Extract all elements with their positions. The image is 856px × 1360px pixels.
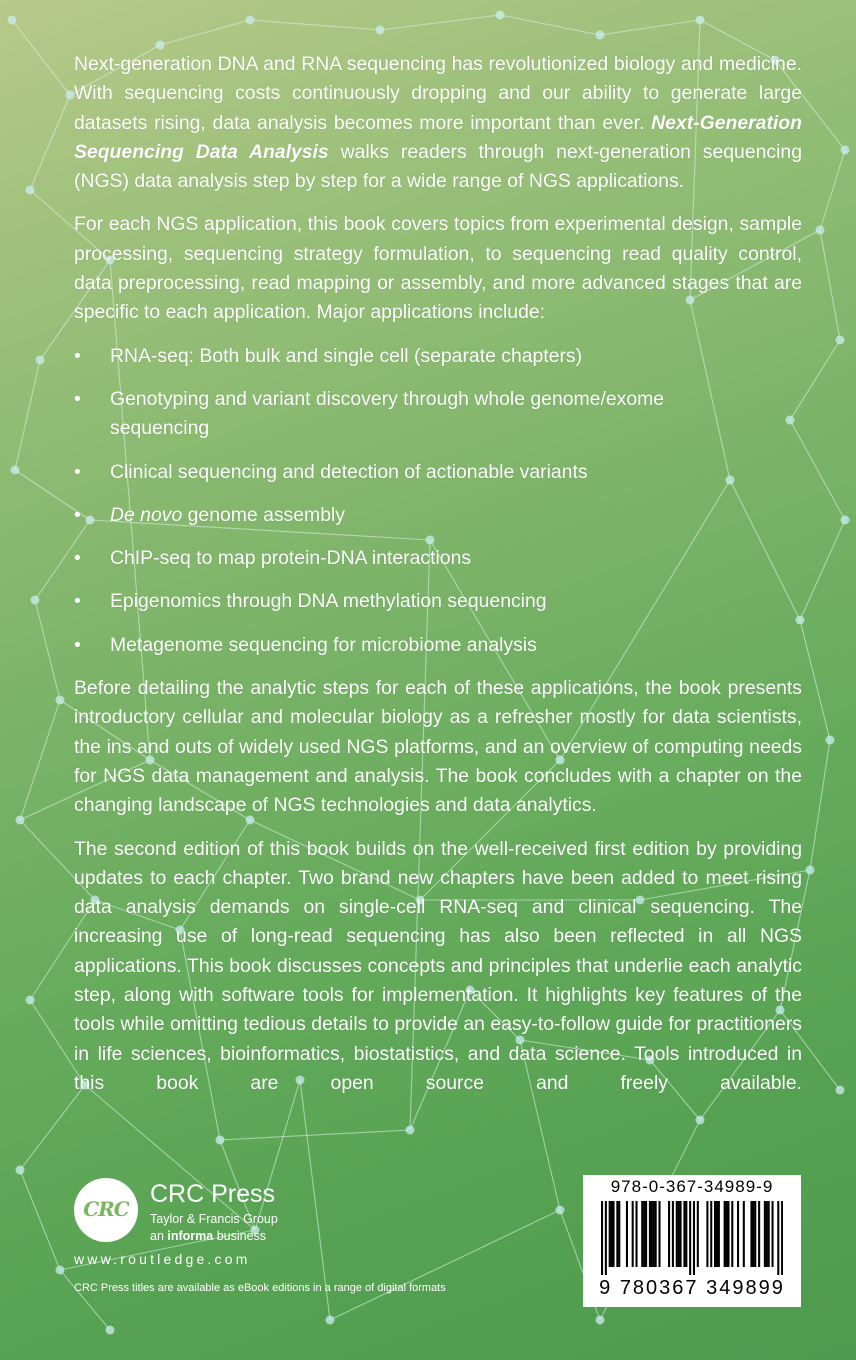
barcode-bar: [611, 1201, 613, 1267]
barcode-bar: [649, 1201, 651, 1267]
intro-text-part2: walks readers through next-generation sequencing (NGS) data analysis step by step for a wide range of NGS applications.: [74, 140, 802, 193]
network-line: [250, 20, 380, 30]
network-line: [12, 20, 70, 95]
network-node: [106, 1326, 115, 1335]
network-line: [800, 620, 830, 740]
network-line: [820, 230, 840, 340]
network-line: [20, 700, 60, 820]
publisher-group: Taylor & Francis Group: [150, 1212, 278, 1226]
network-node: [26, 996, 35, 1005]
barcode-bar: [626, 1201, 628, 1267]
barcode-bar: [653, 1201, 655, 1267]
network-node: [56, 1266, 65, 1275]
barcode-bar: [676, 1201, 678, 1267]
network-node: [56, 696, 65, 705]
network-node: [836, 336, 845, 345]
barcode-bar: [706, 1201, 708, 1267]
bullet-icon: •: [74, 503, 81, 526]
network-node: [246, 16, 255, 25]
list-item: • Clinical sequencing and detection of actionable variants: [74, 458, 710, 487]
barcode-bar: [766, 1201, 768, 1267]
publisher-block: [74, 1178, 494, 1298]
network-node: [16, 1166, 25, 1175]
ean-digits: 9 780367 349899: [599, 1277, 785, 1299]
barcode-bar: [643, 1201, 645, 1267]
bullet-icon: •: [74, 547, 81, 570]
barcode-bar: [632, 1201, 634, 1267]
barcode-bar: [655, 1201, 657, 1267]
network-node: [816, 226, 825, 235]
list-item: • Metagenome sequencing for microbiome analysis: [74, 631, 710, 660]
barcode-bar: [752, 1201, 754, 1267]
network-node: [841, 516, 850, 525]
coverage-paragraph: For each NGS application, this book covers topics from experimental design, sample processing, sequencing strategy formulation, to sequencing read quality control, data preprocessing, read mapping or assembly, and more advanced stages that are specific to each application. Major applications include:: [74, 213, 802, 324]
barcode-bar: [609, 1201, 611, 1267]
barcode-bar: [716, 1201, 718, 1267]
network-node: [841, 146, 850, 155]
barcode-bar: [678, 1201, 680, 1267]
barcode-bar: [693, 1201, 695, 1275]
list-item: • RNA-seq: Both bulk and single cell (separate chapters): [74, 342, 710, 371]
bullet-icon: •: [74, 387, 81, 410]
network-node: [11, 466, 20, 475]
network-node: [836, 1086, 845, 1095]
network-node: [16, 816, 25, 825]
barcode-bar: [724, 1201, 726, 1267]
barcode-bar: [726, 1201, 728, 1267]
network-node: [596, 31, 605, 40]
barcode-bar: [605, 1201, 607, 1275]
network-node: [696, 16, 705, 25]
network-node: [596, 1316, 605, 1325]
network-node: [806, 866, 815, 875]
barcode-bar: [680, 1201, 682, 1267]
bullet-icon: •: [74, 633, 81, 656]
network-line: [160, 20, 250, 45]
barcode-bar: [754, 1201, 756, 1267]
barcode-bar: [685, 1201, 687, 1267]
network-node: [36, 356, 45, 365]
network-node: [216, 1136, 225, 1145]
network-line: [220, 1130, 410, 1140]
applications-list: [74, 342, 802, 660]
isbn-barcode: [583, 1175, 801, 1307]
network-line: [600, 20, 700, 35]
network-line: [800, 520, 845, 620]
barcode-bar: [710, 1201, 712, 1267]
network-line: [30, 95, 70, 190]
book-title-inline: Next-Generation Sequencing Data Analysis: [74, 111, 802, 163]
network-line: [380, 15, 500, 30]
network-node: [376, 26, 385, 35]
network-line: [500, 15, 600, 35]
publisher-informa: an informa business: [150, 1229, 267, 1243]
barcode-bar: [612, 1201, 614, 1267]
barcode-bar: [727, 1201, 729, 1267]
intro-text-part1: Next-generation DNA and RNA sequencing has revolutionized biology and medicine. With sequencing costs continuously dropping and our ability to generate large datasets rising, data analysis becomes more important than ever.: [74, 53, 802, 134]
network-node: [496, 11, 505, 20]
barcode-bar: [697, 1201, 699, 1267]
network-line: [20, 1170, 60, 1270]
barcode-bar: [718, 1201, 720, 1267]
network-node: [556, 1206, 565, 1215]
network-node: [326, 1316, 335, 1325]
barcode-bar: [750, 1201, 752, 1267]
list-item: • Epigenomics through DNA methylation sequencing: [74, 587, 710, 616]
network-line: [810, 740, 830, 870]
list-item: • ChIP-seq to map protein-DNA interactions: [74, 544, 710, 573]
network-node: [696, 1116, 705, 1125]
barcode-bar: [672, 1201, 674, 1267]
crc-logo-text: CRC: [83, 1197, 129, 1221]
intro-paragraph: [74, 50, 802, 196]
bullet-icon: •: [74, 460, 81, 483]
barcode-bars: [601, 1201, 783, 1275]
network-line: [820, 150, 845, 230]
barcode-bar: [616, 1201, 618, 1267]
barcode-bar: [618, 1201, 620, 1267]
network-line: [35, 600, 60, 700]
network-node: [826, 736, 835, 745]
barcode-bar: [601, 1201, 603, 1275]
barcode-bar: [743, 1201, 745, 1267]
list-item: • De novo genome assembly: [74, 501, 710, 530]
barcode-bar: [641, 1201, 643, 1267]
network-node: [26, 186, 35, 195]
ebook-availability-note: CRC Press titles are available as eBook editions in a range of digital formats: [74, 1282, 446, 1294]
barcode-bar: [635, 1201, 637, 1267]
barcode-bar: [668, 1201, 670, 1267]
network-node: [156, 41, 165, 50]
crc-logo-icon: [74, 1178, 138, 1242]
bullet-icon: •: [74, 590, 81, 613]
barcode-bar: [768, 1201, 770, 1267]
barcode-bar: [731, 1201, 733, 1267]
before-detailing-paragraph: Before detailing the analytic steps for each of these applications, the book presents introductory cellular and molecular biology as a refresher mostly for data scientists, the ins and outs of widely used NGS platforms, and an overview of computing needs for NGS data management and analysis. The book concludes with a chapter on the changing landscape of NGS technologies and data analytics.: [74, 677, 802, 817]
barcode-bar: [658, 1201, 660, 1267]
second-edition-paragraph: The second edition of this book builds on the well-received first edition by providing updates to each chapter. Two brand new chapters have been added to meet rising data analysis demands on single-cell RNA-seq and clinical sequencing. The increasing use of long-read sequencing has also been reflected in all NGS applications. This book discusses concepts and principles that underlie each analytic step, along with software tools for implementation. It highlights key features of the tools while omitting tedious details to provide an easy-to-follow guide for practitioners in life sciences, bioinformatics, biostatistics, and data science. Tools introduced in this book are open source and freely available.: [74, 837, 802, 1094]
barcode-bar: [772, 1201, 774, 1267]
barcode-bar: [689, 1201, 691, 1275]
publisher-name: CRC Press: [150, 1180, 276, 1208]
barcode-bar: [645, 1201, 647, 1267]
barcode-bar: [777, 1201, 779, 1275]
network-node: [8, 16, 17, 25]
network-node: [406, 1126, 415, 1135]
barcode-bar: [737, 1201, 739, 1267]
bullet-icon: •: [74, 344, 81, 367]
list-item: • Genotyping and variant discovery through whole genome/exome sequencing: [74, 385, 710, 444]
isbn-number: 978-0-367-34989-9: [610, 1177, 774, 1196]
back-cover-description: [74, 50, 802, 1112]
barcode-bar: [764, 1201, 766, 1267]
barcode-bar: [714, 1201, 716, 1267]
barcode-bar: [683, 1201, 685, 1267]
network-node: [31, 596, 40, 605]
publisher-website-link[interactable]: www.routledge.com: [74, 1251, 251, 1267]
network-line: [15, 360, 40, 470]
barcode-bar: [651, 1201, 653, 1267]
barcode-bar: [781, 1201, 783, 1275]
barcode-bar: [758, 1201, 760, 1267]
